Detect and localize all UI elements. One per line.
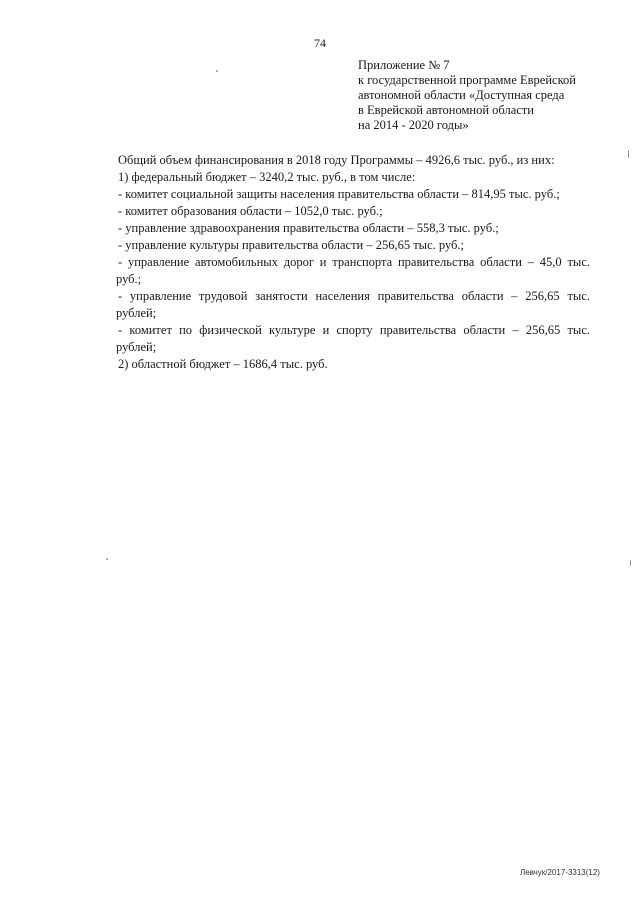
funding-item: - комитет образования области – 1052,0 тыс. руб.; — [118, 204, 383, 218]
funding-item-labor: - управление трудовой занятости населения правительства области – 256,65 тыс. — [118, 289, 590, 303]
scan-speck — [630, 560, 631, 566]
page-number: 74 — [314, 36, 326, 50]
scan-speck — [628, 150, 629, 158]
appendix-line: Приложение № 7 — [358, 58, 450, 72]
scan-speck — [216, 70, 218, 72]
funding-item-sport: - комитет по физической культуре и спорту правительства области – 256,65 тыс. — [118, 323, 590, 337]
document-footer: Левчук/2017-3313(12) — [520, 868, 600, 877]
appendix-header — [358, 58, 608, 133]
funding-item: - управление здравоохранения правительства области – 558,3 тыс. руб.; — [118, 221, 499, 235]
funding-intro: Общий объем финансирования в 2018 году Программы – 4926,6 тыс. руб., из них: — [118, 153, 555, 167]
funding-item-labor-cont: рублей; — [116, 306, 157, 320]
funding-item: - комитет социальной защиты населения правительства области – 814,95 тыс. руб.; — [118, 187, 560, 201]
funding-item-roads: - управление автомобильных дорог и транспорта правительства области – 45,0 тыс. — [118, 255, 590, 269]
appendix-line: на 2014 - 2020 годы» — [358, 118, 469, 132]
appendix-line: в Еврейской автономной области — [358, 103, 534, 117]
funding-item-roads-cont: руб.; — [116, 272, 142, 286]
scan-speck — [106, 558, 108, 560]
regional-budget-line: 2) областной бюджет – 1686,4 тыс. руб. — [118, 357, 328, 371]
funding-item-sport-cont: рублей; — [116, 340, 157, 354]
funding-item: - управление культуры правительства области – 256,65 тыс. руб.; — [118, 238, 465, 252]
funding-text — [118, 152, 590, 373]
federal-budget-line: 1) федеральный бюджет – 3240,2 тыс. руб., в том числе: — [118, 170, 416, 184]
appendix-line: к государственной программе Еврейской — [358, 73, 576, 87]
appendix-line: автономной области «Доступная среда — [358, 88, 565, 102]
